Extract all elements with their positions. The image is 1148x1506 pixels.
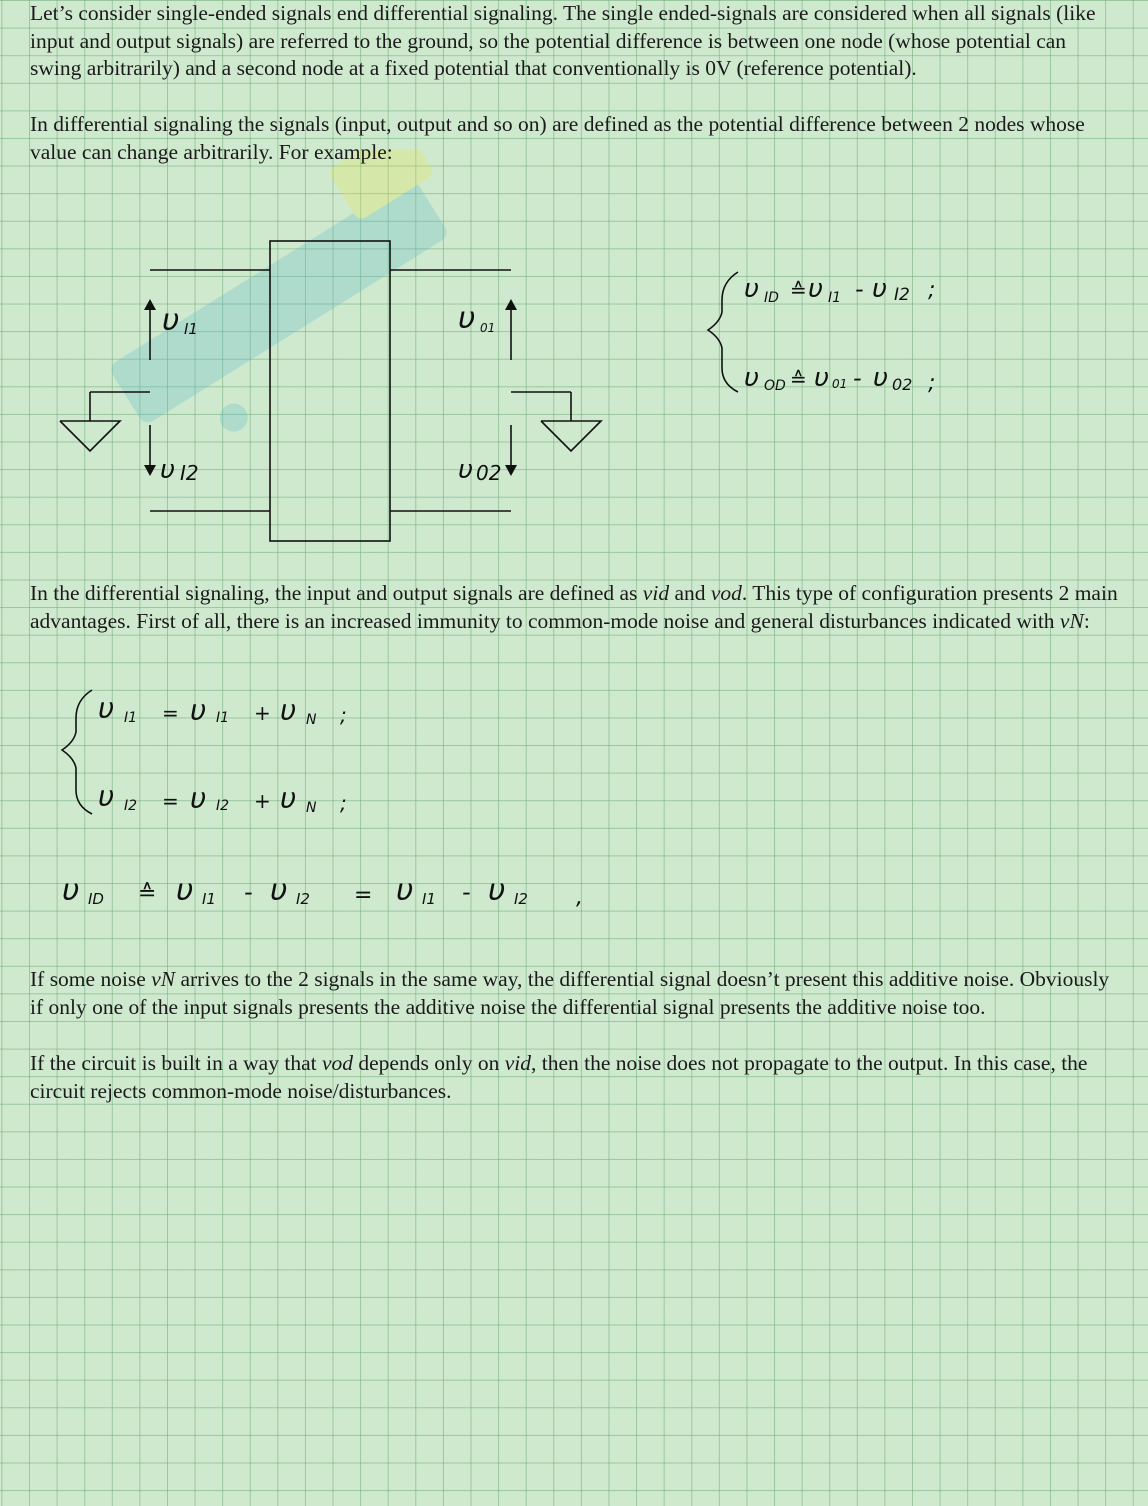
eq1-rhs-sub1: I1 [828,290,842,306]
eq5-end: , [576,885,583,910]
eq4-lhs: υ [98,780,115,813]
eq2-lhs: υ [744,363,760,393]
eq3-end: ; [340,703,347,727]
ground-symbol-left [60,392,150,451]
p4-text-b: arrives to the 2 signals in the same way, the differential signal doesn’t present this additive noise. Obviously if only one of the input signals presents the additive noise the differential signal presents the additive noise too. [30,967,1110,1019]
eq3-n-sub: N [306,712,317,728]
eq1-end: ; [928,278,936,303]
paragraph-advantages [30,580,1120,635]
eq3-lhs: υ [98,692,115,725]
eq1-lhs: υ [744,274,760,304]
ground-symbol-right [511,392,601,451]
eq2-rhs-sub1: 01 [832,377,848,391]
eq4-end: ; [340,791,347,815]
eq4-eq: = [162,789,179,813]
eq2-rhs-sub2: 02 [892,375,913,394]
eq3-n: υ [280,694,297,727]
p3-text-c: . This type of configuration presents 2 main advantages. First of all, there is an increased immunity to common-mode noise and general disturbances indicated with [30,581,1118,633]
eq4-rhs: υ [190,782,207,815]
label-vi2-sub: I2 [180,461,199,485]
eq2-rhs: υ [814,363,830,393]
eq2-def: ≙ [790,367,807,391]
eq3-lhs-sub: I1 [124,710,138,726]
p3-vod: vod [710,581,742,605]
brace-right [708,272,738,392]
label-vo2-sub: 02 [476,461,502,485]
eq5-d-sub: I2 [514,890,528,908]
label-vi2: υ [160,455,176,485]
eq5-a: υ [176,873,194,908]
eq5-d: υ [488,873,506,908]
eq5-def: ≙ [138,881,157,906]
eq3-rhs: υ [190,694,207,727]
label-vo1: υ [458,301,476,336]
p4-text-a: If some noise [30,967,152,991]
p5-text-b: depends only on [353,1051,505,1075]
brace-middle [62,690,92,814]
p3-vid: vid [642,581,670,605]
paragraph-rejection [30,1050,1120,1105]
p5-vid: vid [504,1051,531,1075]
label-vi1-sub: I1 [184,320,198,338]
p4-vn: vN [151,967,176,991]
eq3-rhs-sub: I1 [216,710,230,726]
eq5-a-sub: I1 [202,890,216,908]
eq2-rhs2: υ [873,363,889,393]
paragraph-intro: Let’s consider single-ended signals end differential signaling. The single ended-signals are considered when all signals (like input and output signals) are referred to the ground, so the potential difference is between one node (whose potential can swing arbitrarily) and a second node at a fixed potential that conventionally is 0V (reference potential). [30,1,1096,81]
p5-vod: vod [321,1051,354,1075]
label-vi1: υ [162,303,180,338]
eq4-rhs-sub: I2 [216,798,230,814]
eq4-lhs-sub: I2 [124,798,138,814]
p3-vn: vN [1059,608,1084,633]
p5-text-c: , then the noise does not propagate to the output. In this case, the circuit rejects common-mode noise/disturbances. [30,1051,1088,1103]
eq5-b-sub: I2 [296,890,310,908]
eq1-lhs-sub: ID [764,290,779,306]
label-vo1-sub: 01 [480,321,496,335]
eq1-rhs: υ [808,274,824,304]
eq5-b: υ [270,873,288,908]
eq5-m1: - [244,878,253,906]
eq5-lhs: υ [62,873,80,908]
eq5-c-sub: I1 [422,890,436,908]
paragraph-noise [30,966,1120,1021]
eq3-eq: = [162,701,179,725]
label-vo2: υ [458,455,474,485]
eq4-n-sub: N [306,800,317,816]
eq1-def: ≙ [790,278,807,302]
circuit-block [270,241,390,541]
p5-text-a: If the circuit is built in a way that [30,1051,322,1075]
eq1-rhs2: υ [872,274,888,304]
eq5-lhs-sub: ID [88,890,104,908]
p3-text-a: In the differential signaling, the input and output signals are defined as [30,581,643,605]
eq4-n: υ [280,782,297,815]
eq3-plus: + [254,701,271,725]
eq5-m2: - [462,878,471,906]
eq4-plus: + [254,789,271,813]
paragraph-differential: In differential signaling the signals (input, output and so on) are defined as the potential difference between 2 nodes whose value can change arbitrarily. For example: [30,112,1085,164]
eq2-minus: - [853,364,862,392]
eq1-minus: - [855,275,864,303]
eq2-lhs-sub: OD [764,378,786,394]
eq1-rhs-sub2: I2 [894,285,910,305]
p3-text-d: : [1083,608,1090,633]
eq2-end: ; [928,371,936,396]
p3-text-b: and [669,581,711,605]
eq5-c: υ [396,873,414,908]
eq5-eq: = [354,883,373,908]
